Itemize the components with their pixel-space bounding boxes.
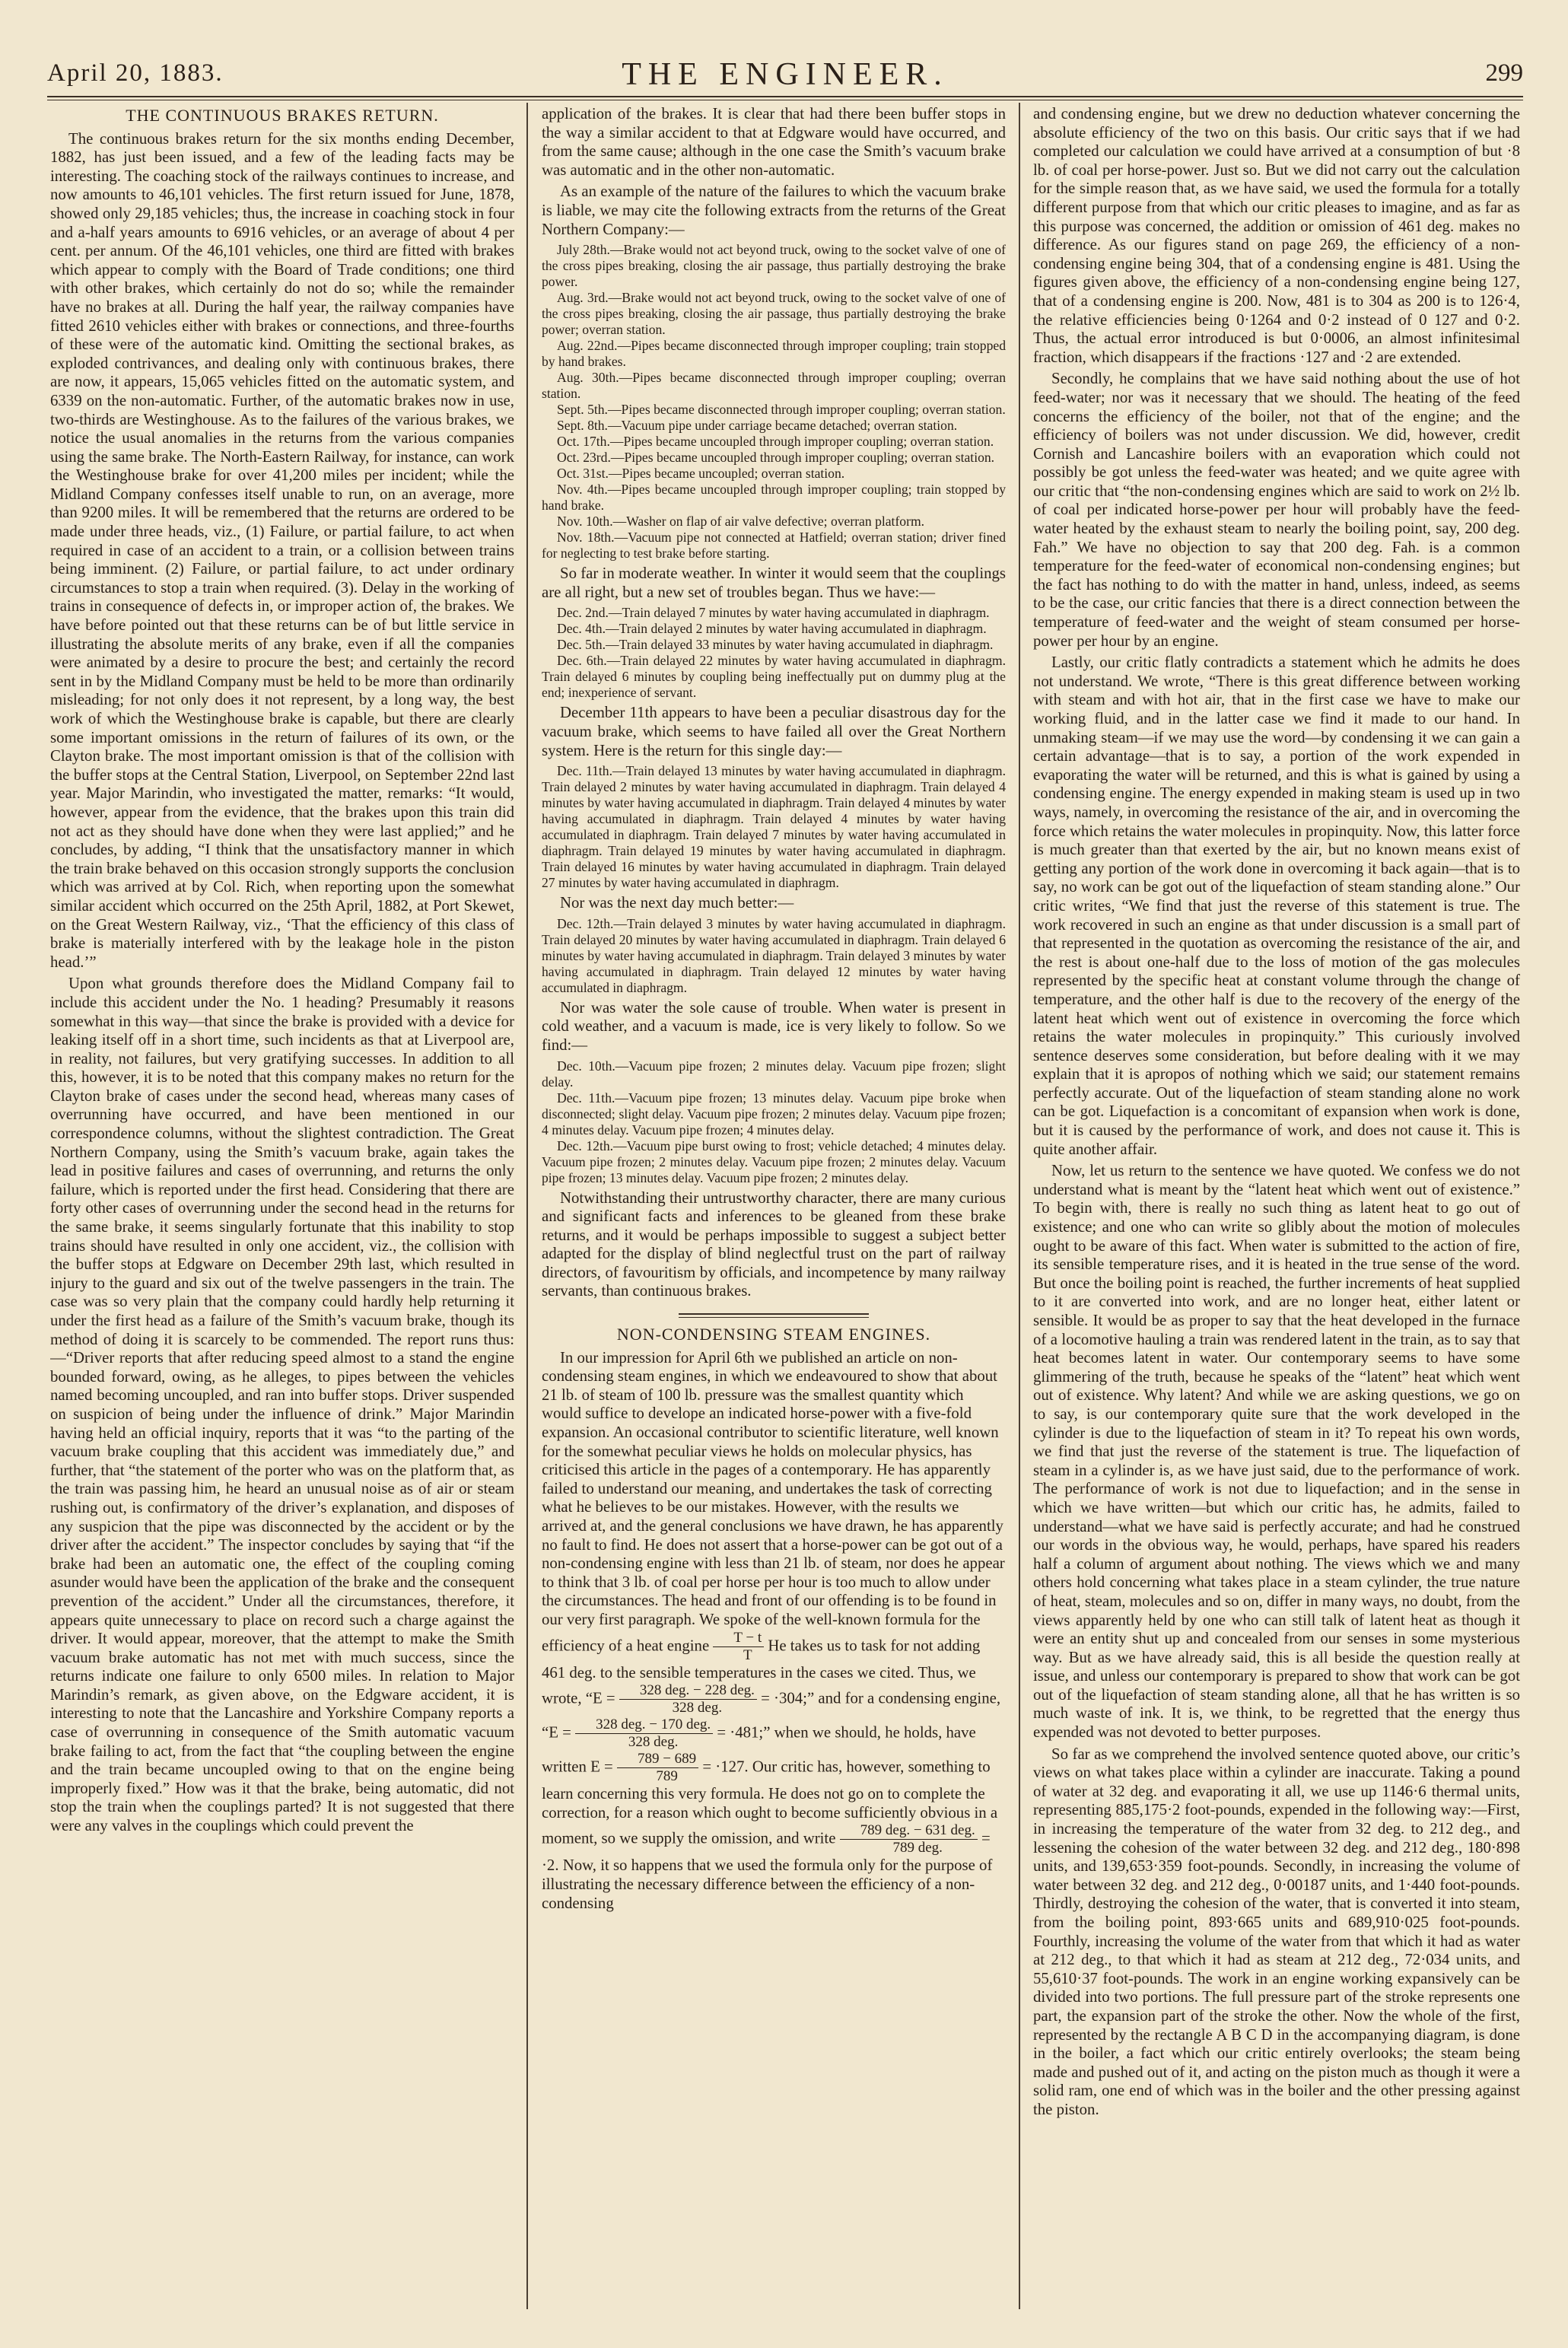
text-run: In our impression for April 6th we published an article on non-condensing steam engines, in which we endeavoured to show that about 21 lb. of steam of 100 lb. pressure was the smallest quantity which would suffice to develope an indicated horse-power with a five-fold expansion. An occasional contributor to scientific literature, well known for the somewhat peculiar views he holds on molecular physics, has criticised this article in the pages of a contemporary. He has apparently failed to understand our meaning, and undertakes the task of correcting what he believes to be our mistakes. However, with the results we arrived at, and the general conclusions we have drawn, he has apparently no fault to find. He does not assert that a horse-power can be got out of a non-condensing engine with less than 21 lb. of steam, nor does he appear to think that 3 lb. of coal per horse per hour is too much to allow under the circumstances. The head and front of our offending is to be found in our very first paragraph. We spoke of the well-known formula for the efficiency of a heat engine	[542, 1348, 1005, 1654]
fraction-numerator: 789 − 689	[617, 1751, 698, 1768]
column-divider	[526, 103, 528, 2309]
list-item: Oct. 17th.—Pipes became uncoupled through improper coupling; overran station.	[557, 434, 994, 450]
issue-date: April 20, 1883.	[47, 59, 224, 87]
paragraph: So far as we comprehend the involved sentence quoted above, our critic’s views on what takes place within a cylinder are inaccurate. Taking a pound of water at 32 deg. and evaporating it all, we use up 1146·6 thermal units, representing 885,175·2 foot-pounds, expended in the following way:—First, in increasing the temperature of the water from 32 deg. to 212 deg., and lessening the cohesion of the water between 32 deg. and 212 deg., 180·898 units, and 139,653·359 foot-pounds. Secondly, in increasing the volume of water between 32 deg. and 212 deg., 0·00187 units, and 1·440 foot-pounds. Thirdly, destroying the cohesion of the water, that is converted it into steam, from the boiling point, 893·665 units and 689,910·025 foot-pounds. Fourthly, increasing the volume of the water from that which it had as water at 212 deg., to that which it had as steam at 212 deg., 72·034 units, and 55,610·37 foot-pounds. The work in an engine working expansively can be divided into two portions. The full pressure part of the stroke represents one part, the expansion part of the stroke the other. Now the whole of the first, represented by the rectangle A B C D in the accompanying diagram, is done in the boiler, a fact which our critic entirely overlooks; the steam being made and pushed out of it, and acting on the piston much as though it were a solid ram, one end of which was in the boiler and the other pressing against the piston.	[1033, 1745, 1520, 2118]
list-item: Dec. 12th.—Vacuum pipe burst owing to frost; vehicle detached; 4 minutes delay. Vacuum pipe frozen; 2 minutes delay. Vacuum pipe frozen; 2 minutes delay. Vacuum pipe frozen; 13 minutes delay. Vacuum pipe frozen; 2 minutes delay.	[542, 1137, 1006, 1185]
list-item: Oct. 31st.—Pipes became uncoupled; overran station.	[557, 466, 845, 482]
list-item: July 28th.—Brake would not act beyond truck, owing to the socket valve of one of the cross pipes breaking, closing the air passage, thus partially destroying the brake power.	[542, 242, 1006, 290]
paragraph	[542, 1349, 1006, 1913]
list-item: Sept. 5th.—Pipes became disconnected through improper coupling; overran station.	[557, 402, 1006, 418]
paragraph: Nor was the next day much better:—	[560, 894, 794, 912]
text-run: = ·481;” when we should, he holds, have written E =	[542, 1723, 976, 1776]
column-divider	[1019, 103, 1020, 2309]
list-item: Dec. 5th.—Train delayed 33 minutes by water having accumulated in diaphragm.	[557, 637, 994, 653]
page-header	[47, 59, 1523, 97]
paragraph: The continuous brakes return for the six months ending December, 1882, has just been issued, and a few of the leading facts may be interesting. The coaching stock of the railways continues to increase, and now amounts to 46,101 vehicles. The first return issued for June, 1878, showed only 29,185 vehicles; thus, the increase in coaching stock in four and a-half years amounts to 6916 vehicles, or an average of about 4 per cent. per annum. Of the 46,101 vehicles, one third are fitted with brakes which appear to comply with the Board of Trade conditions; one third with other brakes, which certainly do not do so; while the remainder have no brakes at all. During the half year, the railway companies have fitted 2610 vehicles either with brakes or connections, and three-fourths of these were of the automatic kind. Omitting the sectional brakes, as exploded contrivances, and dealing only with continuous brakes, there are now, it appears, 15,065 vehicles fitted on the automatic system, and 6339 on the non-automatic. Further, of the automatic brakes now in use, two-thirds are Westinghouse. As to the failures of the various brakes, we notice the usual anomalies in the returns from the various companies using the same brake. The North-Eastern Railway, for instance, can work the Westinghouse brake for over 41,200 miles per incident; while the Midland Company confesses itself unable to run, on an average, more than 9200 miles. It will be remembered that the returns are ordered to be made under three heads, viz., (1) Failure, or partial failure, to act when required in case of an accident to a train, or a collision between trains being imminent. (2) Failure, or partial failure, to act under ordinary circumstances to stop a train when required. (3). Delay in the working of trains in consequence of defects in, or improper action of, the brakes. We have before pointed out that these returns can be of but little service in illustrating the absolute merits of any brake, even if all the companies were animated by a desire to procure the best; and certainly the record sent in by the Midland Company must be held to be more than ordinarily misleading; for not only does it not represent, by a long way, the best work of which the Westinghouse brake is capable, but there are clearly some important omissions in the return of failures of its own, or the Clayton brake. The most important omission is that of the collision with the buffer stops at the Central Station, Liverpool, on September 22nd last year. Major Marindin, who investigated the matter, remarks: “It would, however, appear from the evidence, that the brakes upon this train did not act as they should have done when they were last applied;” and he concludes, by adding, “I think that the unsatisfactory manner in which the train brake behaved on this occasion strongly supports the conclusion which was arrived at by Col. Rich, when reporting upon the somewhat similar accident which occurred on the 25th April, 1882, at Port Skewet, on the Great Western Railway, viz., ‘That the efficiency of this class of brake is materially interfered with by the leakage hole in the piston head.’”	[50, 129, 514, 971]
fraction-numerator: 328 deg. − 228 deg.	[619, 1682, 757, 1700]
text-run: He takes us to task for not adding 461 deg. to the sensible temperatures in the cases we cited. Thus, we wrote, “E =	[542, 1636, 981, 1707]
paragraph: So far in moderate weather. In winter it would seem that the couplings are all right, but a new set of troubles began. Thus we have:—	[542, 565, 1006, 601]
list-item: Dec. 6th.—Train delayed 22 minutes by water having accumulated in diaphragm. Train delayed 6 minutes by coupling being ineffectually put on dummy plug at the end; inexperience of servant.	[542, 653, 1006, 701]
fraction-denominator: 789 deg.	[892, 1840, 943, 1856]
paragraph: Secondly, he complains that we have said nothing about the use of hot feed-water; nor was it necessary that we should. The heating of the feed concerns the efficiency of the boiler, not that of the engine; and the efficiency of boilers was not under discussion. We did, however, credit Cornish and Lancashire boilers with an evaporation which could not possibly be got unless the feed-water was heated; and we quite agree with our critic that “the non-condensing engines which are said to work on 2½ lb. of coal per indicated horse-power per hour will probably have the feed-water heated by the exhaust steam to nearly the boiling point, say, 200 deg. Fah.” We have no objection to say that 200 deg. Fah. is a common temperature for the feed-water of economical non-condensing engines; but the fact has nothing to do with the matter in hand, unless, indeed, as seems to be the case, our critic fancies that there is a direct connection between the temperature of feed-water and the weight of steam consumed per horse-power per hour by an engine.	[1033, 370, 1520, 650]
fraction-denominator: 328 deg.	[672, 1700, 723, 1716]
list-item: Oct. 23rd.—Pipes became uncoupled through improper coupling; overran station.	[557, 450, 995, 466]
fraction-numerator: T − t	[713, 1630, 764, 1647]
formula-fraction	[619, 1682, 757, 1716]
list-item: Dec. 11th.—Train delayed 13 minutes by water having accumulated in diaphragm. Train delayed 2 minutes by water having accumulated in diaphragm. Train delayed 4 minutes by water having accumulated in diaphragm. Train delayed 4 minutes by water having accumulated in diaphragm. Train delayed 4 minutes by water having accumulated in diaphragm. Train delayed 7 minutes by water having accumulated in diaphragm. Train delayed 19 minutes by water having accumulated in diaphragm. Train delayed 16 minutes by water having accumulated in diaphragm. Train delayed 27 minutes by water having accumulated in diaphragm.	[542, 763, 1006, 891]
list-item: Aug. 22nd.—Pipes became disconnected through improper coupling; train stopped by hand brakes.	[542, 338, 1006, 370]
paragraph: application of the brakes. It is clear that had there been buffer stops in the way a similar accident to that at Edgware would have occurred, and from the same cause; although in the one case the Smith’s vacuum brake was automatic and in the other non-automatic.	[542, 105, 1006, 179]
page-number: 299	[1485, 59, 1523, 87]
fraction-denominator: 328 deg.	[628, 1734, 679, 1751]
paragraph: Notwithstanding their untrustworthy character, there are many curious and significant facts and inferences to be gleaned from these brake returns, and it would be perhaps impossible to suggest a subject better adapted for the display of blind neglectful trust on the part of railway directors, of favouritism by officials, and incompetence by many railway servants, than continuous brakes.	[542, 1188, 1006, 1300]
list-item: Dec. 11th.—Vacuum pipe frozen; 13 minutes delay. Vacuum pipe broke when disconnected; slight delay. Vacuum pipe frozen; 2 minutes delay. Vacuum pipe frozen; 4 minutes delay. Vacuum pipe frozen; 4 minutes delay.	[542, 1090, 1006, 1137]
list-item: Nov. 10th.—Washer on flap of air valve defective; overran platform.	[557, 514, 925, 530]
list-item: Dec. 2nd.—Train delayed 7 minutes by water having accumulated in diaphragm.	[557, 605, 990, 621]
column-3	[1033, 105, 1520, 2311]
paragraph: As an example of the nature of the failures to which the vacuum brake is liable, we may cite the following extracts from the returns of the Great Northern Company:—	[542, 183, 1006, 238]
text-run: = ·304;” and for a condensing engine, “E =	[542, 1689, 1001, 1742]
paragraph: December 11th appears to have been a peculiar disastrous day for the vacuum brake, which seems to have failed all over the Great Northern system. Here is the return for this single day:—	[542, 704, 1006, 759]
list-item: Nov. 4th.—Pipes became uncoupled through improper coupling; train stopped by hand brake.	[542, 482, 1006, 514]
formula-fraction	[617, 1751, 698, 1785]
list-item: Sept. 8th.—Vacuum pipe under carriage became detached; overran station.	[557, 418, 958, 434]
list-item: Dec. 12th.—Train delayed 3 minutes by water having accumulated in diaphragm. Train delayed 20 minutes by water having accumulated in diaphragm. Train delayed 6 minutes by water having accumulated in diaphragm. Train delayed 3 minutes by water having accumulated in diaphragm. Train delayed 12 minutes by water having accumulated in diaphragm.	[542, 915, 1006, 995]
paragraph: Nor was water the sole cause of trouble. When water is present in cold weather, and a vacuum is made, ice is very likely to follow. So we find:—	[542, 998, 1006, 1054]
list-item: Dec. 4th.—Train delayed 2 minutes by water having accumulated in diaphragm.	[557, 621, 987, 637]
list-item: Dec. 10th.—Vacuum pipe frozen; 2 minutes delay. Vacuum pipe frozen; slight delay.	[542, 1058, 1006, 1090]
header-rule	[47, 96, 1523, 97]
masthead-title: THE ENGINEER.	[622, 57, 949, 92]
paragraph: and condensing engine, but we drew no deduction whatever concerning the absolute efficiency of the two on this basis. Our critic says that if we had completed our calculation we could have arrived at a consumption of but ·8 lb. of coal per horse-power. Just so. But we did not carry out the calculation for the simple reason that, as we have said, we used the formula for a totally different purpose from that which our critic pleases to imagine, and as far as this purpose was concerned, the addition or omission of 461 deg. makes no difference. As our figures stand on page 269, the efficiency of a non-condensing engine being 304, that of a condensing engine is 481. Using the figures given above, the efficiency of a non-condensing engine being 127, that of a condensing engine is 200. Now, 481 is to 304 as 200 is to 126·4, the relative efficiencies being 0·1264 and 0·2 instead of 0 127 and 0·2. Thus, the actual error introduced is but 0·0006, an almost infinitesimal fraction, which disappears if the fractions ·127 and ·2 are extended.	[1033, 105, 1520, 366]
article-title: THE CONTINUOUS BRAKES RETURN.	[126, 106, 439, 125]
fraction-numerator: 328 deg. − 170 deg.	[575, 1716, 713, 1734]
list-item: Aug. 30th.—Pipes became disconnected through improper coupling; overran station.	[542, 370, 1006, 402]
fraction-denominator: T	[743, 1646, 752, 1663]
paragraph: Upon what grounds therefore does the Midland Company fail to include this accident under the No. 1 heading? Presumably it reasons somewhat in this way—that since the brake is provided with a device for leaking itself off in a short time, such incidents as that at Liverpool are, in reality, not failures, but very gratifying successes. In addition to all this, however, it is to be noted that this company makes no return for the Clayton brake of cases under the second head, whereas many cases of overrunning have occurred, and have been mentioned in our correspondence columns, without the slightest contradiction. The Great Northern Company, using the Smith’s vacuum brake, again takes the lead in positive failures and cases of overrunning, and returns the only failure, which is reported under the first head. Considering that there are forty other cases of overrunning under the second head in the returns for the same brake, it seems singularly fortunate that this inability to stop trains should have resulted in only one accident, viz., the collision with the buffer stops at Edgware on December 29th last, which resulted in injury to the guard and six out of the twelve passengers in the train. The case was so very plain that the company could hardly help returning it under the first head as a failure of the Smith’s vacuum brake, though its method of doing it is scarcely to be commended. The report runs thus:—“Driver reports that after reducing speed almost to a stand the engine bounded forward, owing, as he alleges, to pipes between the vehicles named becoming uncoupled, and ran into buffer stops. Driver suspended on suspicion of being under the influence of drink.” Major Marindin having held an official inquiry, reports that it was “to the parting of the vacuum brake coupling that this accident was immediately due,” and further, that “the statement of the porter who was on the platform that, as the train was passing him, he heard an unusual noise as of air or steam rushing out, is confirmatory of the driver’s explanation, and disposes of any suspicion that the pipe was disconnected by the accident or by the driver after the accident.” The inspector concludes by saying that “if the brake had been an automatic one, the effect of the coupling coming asunder would have been the application of the brake and the consequent prevention of the accident.” Under all the circumstances, therefore, it appears quite unnecessary to place on record such a charge against the driver. It would appear, moreover, that the attempt to make the Smith vacuum brake automatic has not met with much success, since the returns indicate one failure to only 6500 miles. In relation to Major Marindin’s remark, as given above, on the Edgware accident, it is interesting to note that the Lancashire and Yorkshire Company reports a case of overrunning in consequence of the Smith automatic vacuum brake failing to act, from the fact that “the coupling between the engine and the train became uncoupled owing to that on the engine being improperly fixed.” How was it that the brake, being automatic, did not stop the train when the couplings parted? It is not suggested that there were any valves in the couplings which could prevent the	[50, 975, 514, 1835]
paragraph: Now, let us return to the sentence we have quoted. We confess we do not understand what is meant by the “latent heat which went out of existence.” To begin with, there is really no such thing as latent heat to go out of existence; and one who can write so glibly about the motion of molecules ought to be aware of this fact. When water is submitted to the action of fire, its sensible temperature rises, and it is heated in the true sense of the word. But once the boiling point is reached, the further increments of heat supplied to it are converted into work, and are no longer heat, either latent or sensible. It would be as proper to say that the heat developed in the furnace of a locomotive hauling a train was rendered latent in the train, as to say that heat becomes latent in water. Our contemporary seems to have some glimmering of the truth, because he speaks of the “latent” heat which went out of existence. Why latent? And while we are asking questions, we go on to say, is our contemporary quite sure that the work developed in the cylinder is due to the liquefaction of steam in it? To repeat his own words, we find that just the reverse of the statement is true. The liquefaction of steam in a cylinder is, as we have just said, due to the performance of work. The performance of work is not due to liquefaction; and in the sense in which we have written—but which our critic has, he admits, failed to understand—what we have said is perfectly accurate; and had he construed our words in the obvious way, he would, perhaps, have spared his readers half a column of argument about nothing. The views which we and many others hold concerning what takes place in a steam cylinder, the true nature of heat, steam, molecules and so on, differ in many ways, no doubt, from the views apparently held by one who can still talk of latent heat as though it were an entity shut up and concealed from our senses in some mysterious way. But as we have already said, this is all beside the question really at issue, and unless our contemporary is prepared to show that work can be got out of the liquefaction of steam standing alone, all that he has written is so much waste of ink. It is, we think, to be regretted that the energy thus expended was not devoted to better purposes.	[1033, 1162, 1520, 1742]
fraction-numerator: 789 deg. − 631 deg.	[840, 1822, 978, 1840]
list-item: Nov. 18th.—Vacuum pipe not connected at Hatfield; overran station; driver fined for neglecting to test brake before starting.	[542, 530, 1006, 562]
formula-fraction	[713, 1630, 764, 1664]
section-separator	[679, 1313, 869, 1318]
column-2	[542, 105, 1006, 2311]
formula-fraction	[575, 1716, 713, 1751]
column-1	[50, 105, 514, 2311]
formula-fraction	[840, 1822, 978, 1856]
paragraph: Lastly, our critic flatly contradicts a statement which he admits he does not understand. We wrote, “There is this great difference between working with steam and with hot air, that in the first case we have to make our working fluid, and in the latter case we find it made to our hand. In unmaking steam—if we may use the word—by condensing it we can gain a certain advantage—that is to say, a portion of the work expended in evaporating the water will be returned, and this is what is gained by using a condensing engine. The energy expended in making steam is used up in two ways, namely, in overcoming the resistance of the air, and in overcoming the force which retains the water molecules in propinquity. Now, this latter force is much greater than that exerted by the air, but no known means exist of getting any portion of the work done in overcoming it back again—that is to say, no work can be got out of the liquefaction of steam standing alone.” Our critic writes, “We find that just the reverse of this statement is true. The work recovered in such an engine as that under discussion is a small part of that represented in the quotation as overcoming the resistance of the air, and the rest is about one-half due to the loss of motion of the gas molecules represented by the specific heat at constant volume through the change of temperature, and the other half is due to the recovery of the energy of the latent heat which went out of existence in overcoming the force which retains the water molecules in propinquity.” This curiously involved sentence deserves some consideration, but before dealing with it we may explain that it is apropos of nothing which we said; our statement remains perfectly accurate. Out of the liquefaction of steam standing alone no work can be got. Liquefaction is a concomitant of expansion when work is done, but it is caused by the performance of work, and does not cause it. This is quite another affair.	[1033, 654, 1520, 1158]
text-run: = ·2. Now, it so happens that we used the formula only for the purpose of illustrating the necessary difference between the efficiency of a non-condensing	[542, 1829, 993, 1912]
article-title: NON-CONDENSING STEAM ENGINES.	[616, 1325, 931, 1344]
text-run: = ·127. Our critic has, however, something to learn concerning this very formula. He does not go on to complete the correction, for a reason which ought to become sufficiently obvious in a moment, so we supply the omission, and write	[542, 1758, 998, 1847]
list-item: Aug. 3rd.—Brake would not act beyond truck, owing to the socket valve of one of the cross pipes breaking, closing the air passage, thus partially destroying the brake power; overran station.	[542, 290, 1006, 338]
fraction-denominator: 789	[656, 1768, 678, 1785]
